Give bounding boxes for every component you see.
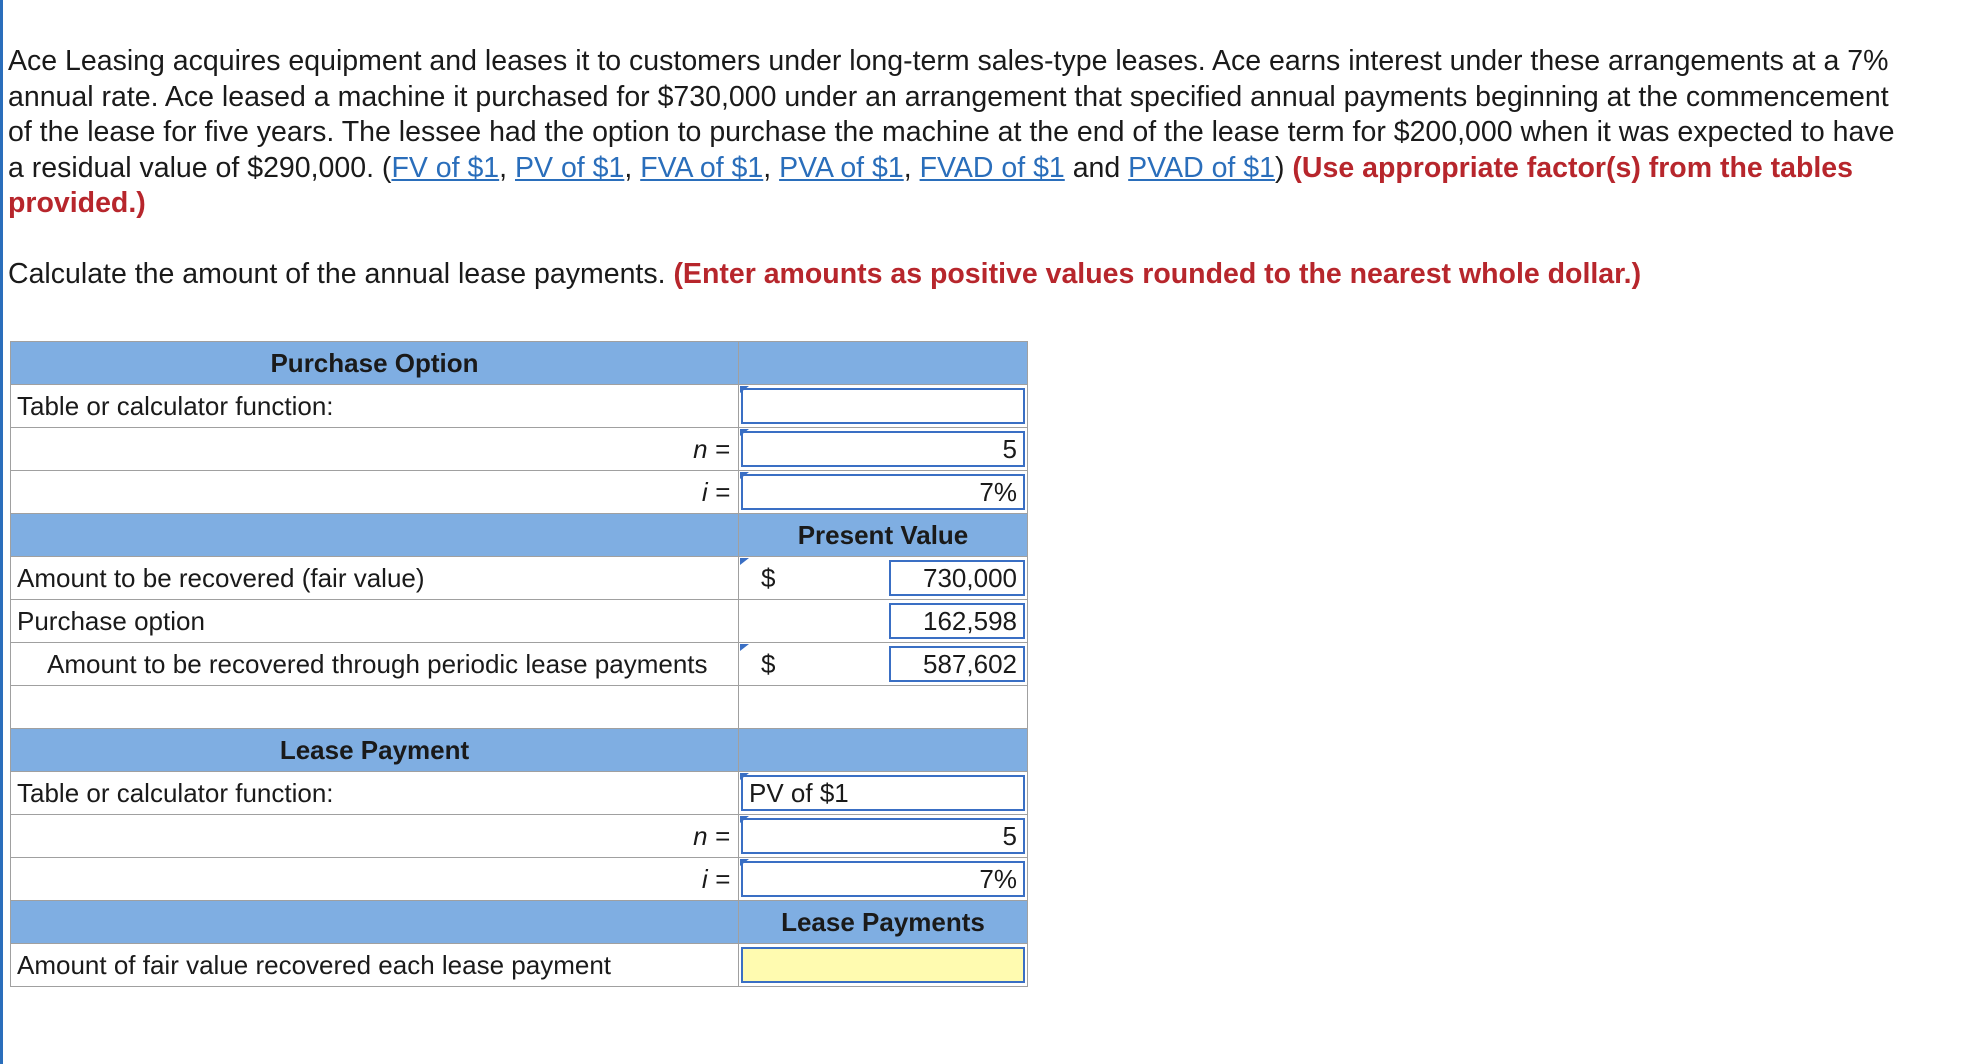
lease-payments-header: Lease Payments bbox=[739, 901, 1028, 944]
purchase-n-label: n = bbox=[11, 428, 739, 471]
periodic-payments-row bbox=[11, 643, 1028, 686]
fva-table-link[interactable]: FVA of $1 bbox=[640, 151, 764, 184]
problem-note: (Use appropriate factor(s) from the tables provided.) bbox=[8, 151, 1854, 219]
fv-table-link[interactable]: FV of $1 bbox=[391, 151, 500, 184]
header-blank-cell bbox=[11, 514, 739, 557]
fvad-table-link[interactable]: FVAD of $1 bbox=[919, 151, 1065, 184]
fair-value-label: Amount to be recovered (fair value) bbox=[11, 557, 739, 600]
input-flag-icon bbox=[740, 644, 749, 651]
fair-value-input[interactable]: 730,000 bbox=[889, 560, 1025, 596]
lease-function-label: Table or calculator function: bbox=[11, 772, 739, 815]
input-flag-icon bbox=[740, 859, 749, 866]
lease-function-input[interactable]: PV of $1 bbox=[741, 775, 1025, 811]
purchase-option-header: Purchase Option bbox=[11, 342, 739, 385]
purchase-i-row bbox=[11, 471, 1028, 514]
spacer-row bbox=[11, 686, 1028, 729]
purchase-n-input[interactable]: 5 bbox=[741, 431, 1025, 467]
lease-worksheet-table bbox=[10, 341, 1028, 987]
purchase-option-label: Purchase option bbox=[11, 600, 739, 643]
header-blank-cell bbox=[11, 901, 739, 944]
purchase-i-label: i = bbox=[11, 471, 739, 514]
problem-intro: Ace Leasing acquires equipment and leases it to customers under long-term sales-type leases. Ace earns interest under these arrangements at a 7% annual rate. Ace leased a machine it purchased for $730,000 under an arrangement that specified annual payments beginning at the commencement of the lease for five years. The lessee had the option to purchase the machine at the end of the lease term for $200,000 when it was expected to have a residual value of $290,000. ( bbox=[8, 45, 1895, 184]
purchase-option-row bbox=[11, 600, 1028, 643]
lease-n-label: n = bbox=[11, 815, 739, 858]
purchase-i-input[interactable]: 7% bbox=[741, 474, 1025, 510]
dropdown-flag-icon bbox=[740, 386, 749, 393]
instruction-note: (Enter amounts as positive values rounded to the nearest whole dollar.) bbox=[673, 258, 1642, 290]
periodic-payments-label: Amount to be recovered through periodic lease payments bbox=[11, 643, 739, 686]
dollar-sign: $ bbox=[761, 648, 776, 679]
purchase-option-input[interactable]: 162,598 bbox=[889, 603, 1025, 639]
input-flag-icon bbox=[740, 558, 749, 565]
purchase-function-input[interactable] bbox=[741, 388, 1025, 424]
lease-amount-row bbox=[11, 944, 1028, 987]
purchase-function-row bbox=[11, 385, 1028, 428]
lease-i-input[interactable]: 7% bbox=[741, 861, 1025, 897]
pv-table-link[interactable]: PV of $1 bbox=[515, 151, 625, 184]
instruction bbox=[8, 256, 1641, 292]
input-flag-icon bbox=[740, 429, 749, 436]
lease-n-row bbox=[11, 815, 1028, 858]
pva-table-link[interactable]: PVA of $1 bbox=[779, 151, 904, 184]
present-value-header-row bbox=[11, 514, 1028, 557]
lease-amount-input[interactable] bbox=[741, 947, 1025, 983]
lease-payment-header: Lease Payment bbox=[11, 729, 739, 772]
instruction-text: Calculate the amount of the annual lease payments. bbox=[8, 258, 674, 290]
purchase-function-label: Table or calculator function: bbox=[11, 385, 739, 428]
pvad-table-link[interactable]: PVAD of $1 bbox=[1128, 151, 1275, 184]
lease-n-input[interactable]: 5 bbox=[741, 818, 1025, 854]
input-flag-icon bbox=[740, 816, 749, 823]
dollar-sign: $ bbox=[761, 562, 776, 593]
dropdown-flag-icon bbox=[740, 773, 749, 780]
problem-statement: Ace Leasing acquires equipment and leases it to customers under long-term sales-type leases. Ace earns interest under these arrangements at a 7% annual rate. Ace leased a machine it purchased for $730,000 under an arrangement that specified annual payments beginning at the commencement of the lease for five years. The lessee had the option to purchase the machine at the end of the lease term for $200,000 when it was expected to have a residual value of $290,000. (FV of $1, PV of $1, FVA of $1, PVA of $1, FVAD of $1 and PVAD of $1) (Use appropriate factor(s) from the tables provided.) bbox=[8, 45, 1895, 219]
lease-payments-header-row bbox=[11, 901, 1028, 944]
purchase-n-row bbox=[11, 428, 1028, 471]
lease-function-row bbox=[11, 772, 1028, 815]
lease-i-label: i = bbox=[11, 858, 739, 901]
purchase-option-header-row bbox=[11, 342, 1028, 385]
present-value-header: Present Value bbox=[739, 514, 1028, 557]
lease-i-row bbox=[11, 858, 1028, 901]
lease-amount-label: Amount of fair value recovered each lease payment bbox=[11, 944, 739, 987]
periodic-payments-input[interactable]: 587,602 bbox=[889, 646, 1025, 682]
input-flag-icon bbox=[740, 472, 749, 479]
left-border-bar bbox=[0, 0, 3, 1064]
header-blank-cell bbox=[739, 342, 1028, 385]
header-blank-cell bbox=[739, 729, 1028, 772]
fair-value-row bbox=[11, 557, 1028, 600]
lease-payment-header-row bbox=[11, 729, 1028, 772]
